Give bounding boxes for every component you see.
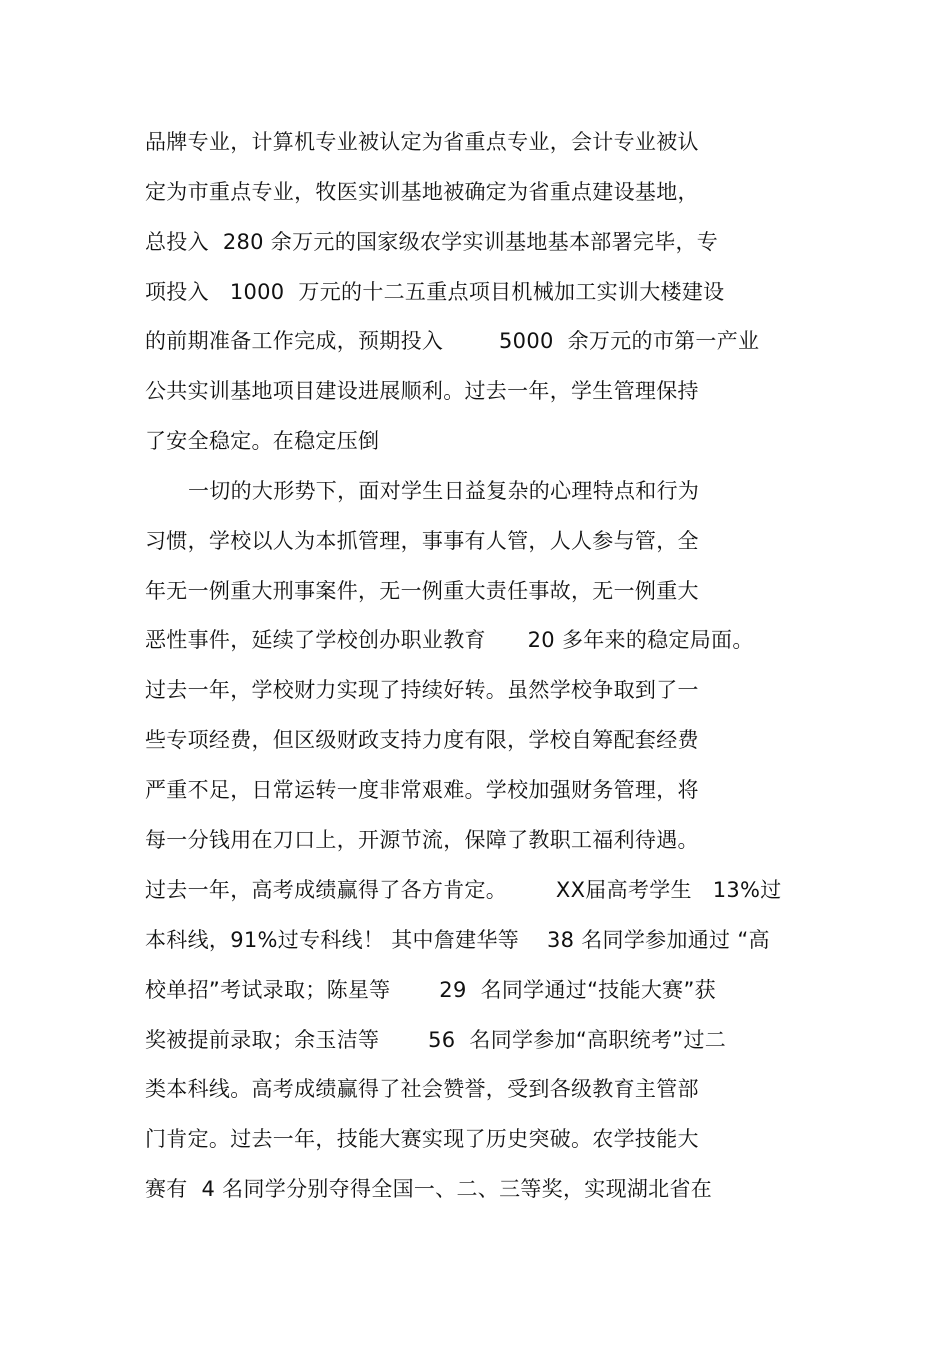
text-line: 本科线，91%过专科线！ 其中詹建华等 38 名同学参加通过 “高 — [145, 928, 770, 952]
text-line: 奖被提前录取；余玉洁等 56 名同学参加“高职统考”过二 — [145, 1028, 727, 1052]
text-line: 品牌专业，计算机专业被认定为省重点专业，会计专业被认 — [145, 130, 699, 154]
paragraph-start-line: 一切的大形势下，面对学生日益复杂的心理特点和行为 — [188, 479, 700, 503]
text-line: 项投入 1000 万元的十二五重点项目机械加工实训大楼建设 — [145, 280, 725, 304]
text-line: 严重不足，日常运转一度非常艰难。学校加强财务管理，将 — [145, 778, 699, 802]
text-line: 了安全稳定。在稳定压倒 — [145, 429, 380, 453]
text-line: 定为市重点专业，牧医实训基地被确定为省重点建设基地， — [145, 180, 699, 204]
text-line: 门肯定。过去一年，技能大赛实现了历史突破。农学技能大 — [145, 1127, 699, 1151]
text-line: 的前期准备工作完成，预期投入 5000 余万元的市第一产业 — [145, 329, 760, 353]
text-line: 每一分钱用在刀口上，开源节流，保障了教职工福利待遇。 — [145, 828, 699, 852]
text-line: 恶性事件，延续了学校创办职业教育 20 多年来的稳定局面。 — [145, 628, 754, 652]
text-line: 习惯，学校以人为本抓管理，事事有人管，人人参与管，全 — [145, 529, 699, 553]
text-line: 些专项经费，但区级财政支持力度有限，学校自筹配套经费 — [145, 728, 699, 752]
text-line: 年无一例重大刑事案件，无一例重大责任事故，无一例重大 — [145, 579, 699, 603]
text-line: 类本科线。高考成绩赢得了社会赞誉，受到各级教育主管部 — [145, 1077, 699, 1101]
text-line: 总投入 280 余万元的国家级农学实训基地基本部署完毕，专 — [145, 230, 719, 254]
text-line: 过去一年，学校财力实现了持续好转。虽然学校争取到了一 — [145, 678, 699, 702]
text-line: 过去一年，高考成绩赢得了各方肯定。 XX届高考学生 13%过 — [145, 878, 782, 902]
text-line: 校单招”考试录取；陈星等 29 名同学通过“技能大赛”获 — [145, 978, 716, 1002]
text-line: 赛有 4 名同学分别夺得全国一、二、三等奖，实现湖北省在 — [145, 1177, 713, 1201]
text-line: 公共实训基地项目建设进展顺利。过去一年，学生管理保持 — [145, 379, 699, 403]
